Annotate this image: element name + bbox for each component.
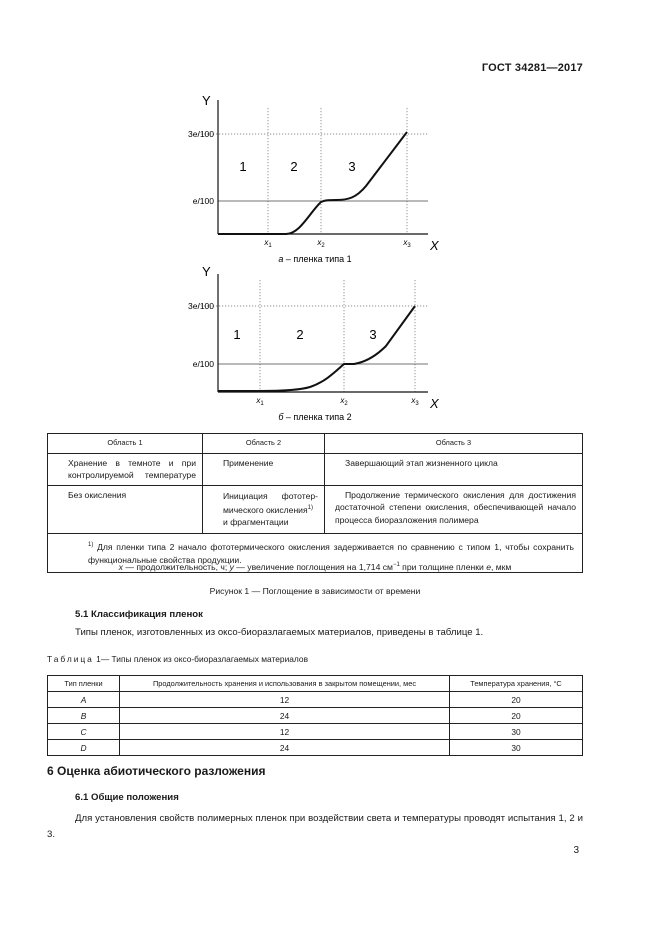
x-axis-label: X xyxy=(430,238,439,253)
tick-x2: $x_2$ xyxy=(317,238,325,249)
header-cell: Продолжительность хранения и использования в закрытом помещении, мес xyxy=(120,676,450,692)
absorption-curve xyxy=(218,132,407,234)
film-types-table xyxy=(47,675,583,756)
subsection-heading: 6.1 Общие положения xyxy=(75,792,179,803)
region-3-label: 3 xyxy=(369,327,377,342)
cell: Завершающий этап жизненного цикла xyxy=(325,453,583,485)
absorption-curve xyxy=(218,306,415,391)
cell: 24 xyxy=(120,708,450,724)
y-axis-label: Y xyxy=(202,93,211,108)
cell: Хранение в темноте и при контролируемой температуре xyxy=(48,453,203,485)
cell: Продолжение термического окисления для достижения достаточной степени окисления, обеспечивающей начало процесса биоразложения полимера xyxy=(325,485,583,533)
cell: 12 xyxy=(120,692,450,708)
cell xyxy=(203,485,325,533)
region-1-label: 1 xyxy=(233,327,241,342)
tick-3e100: 3e/100 xyxy=(188,129,214,139)
table-caption: Таблица 1— Типы пленок из оксо-биоразлагаемых материалов xyxy=(47,654,309,664)
paragraph: Для установления свойств полимерных пленок при воздействии света и температуры проводят испытания 1, 2 и 3. xyxy=(47,813,583,840)
figure-legend: x — продолжительность, ч; у — увеличение поглощения на 1,714 $см^{-1}$ при толщине пленки e, мкм xyxy=(118,562,512,572)
header-region-2: Область 2 xyxy=(203,434,325,454)
footnote: $^{1)}$ Для пленки типа 2 начало фототермического окисления задерживается по сравнению с типом 1, чтобы сохранить функциональные свойства продукции. xyxy=(48,533,583,572)
tick-x3: $x_3$ xyxy=(403,238,411,249)
tick-x1: $x_1$ xyxy=(264,238,272,249)
section-heading: 5.1 Классификация пленок xyxy=(75,609,203,620)
section-heading: 6 Оценка абиотического разложения xyxy=(47,764,266,778)
chart-caption: а – пленка типа 1 xyxy=(278,254,352,264)
cell: B xyxy=(48,708,120,724)
cell: D xyxy=(48,740,120,756)
y-axis-label: Y xyxy=(202,264,211,279)
chart-a xyxy=(170,88,460,270)
cell: C xyxy=(48,724,120,740)
tick-3e100: 3e/100 xyxy=(188,301,214,311)
header-region-1: Область 1 xyxy=(48,434,203,454)
cell: 20 xyxy=(450,708,583,724)
header-region-3: Область 3 xyxy=(325,434,583,454)
table-row xyxy=(48,724,583,740)
cell-line: мического окисления$^{1)}$ xyxy=(223,504,313,515)
document-number: ГОСТ 34281—2017 xyxy=(481,62,583,74)
figure-caption: Рисунок 1 — Поглощение в зависимости от времени xyxy=(209,586,421,596)
legend-row xyxy=(48,485,583,533)
cell: 12 xyxy=(120,724,450,740)
page-number: 3 xyxy=(573,845,579,856)
paragraph: Типы пленок, изготовленных из оксо-биоразлагаемых материалов, приведены в таблице 1. xyxy=(75,627,484,638)
x-axis-label: X xyxy=(430,396,439,411)
tick-x1: $x_1$ xyxy=(256,396,264,407)
region-2-label: 2 xyxy=(296,327,304,342)
cell-line: и фрагментации xyxy=(223,517,289,528)
table-row xyxy=(48,708,583,724)
region-3-label: 3 xyxy=(348,159,356,174)
cell: Без окисления xyxy=(48,485,203,533)
tick-x3: $x_3$ xyxy=(411,396,419,407)
cell: 30 xyxy=(450,724,583,740)
cell-line: Инициация фототер- xyxy=(223,490,318,501)
cell: Применение xyxy=(203,453,325,485)
tick-e100: e/100 xyxy=(192,359,214,369)
tick-x2: $x_2$ xyxy=(340,396,348,407)
header-cell: Температура хранения, °С xyxy=(450,676,583,692)
cell: 20 xyxy=(450,692,583,708)
region-1-label: 1 xyxy=(239,159,247,174)
table-header-row xyxy=(48,676,583,692)
legend-header-row xyxy=(48,434,583,454)
cell: A xyxy=(48,692,120,708)
cell: 24 xyxy=(120,740,450,756)
header-cell: Тип пленки xyxy=(48,676,120,692)
figure-legend-table xyxy=(47,433,583,573)
chart-b xyxy=(170,262,460,424)
legend-row xyxy=(48,453,583,485)
cell: 30 xyxy=(450,740,583,756)
tick-e100: e/100 xyxy=(192,196,214,206)
chart-caption: б – пленка типа 2 xyxy=(278,412,352,422)
region-2-label: 2 xyxy=(290,159,298,174)
table-row xyxy=(48,692,583,708)
table-row xyxy=(48,740,583,756)
